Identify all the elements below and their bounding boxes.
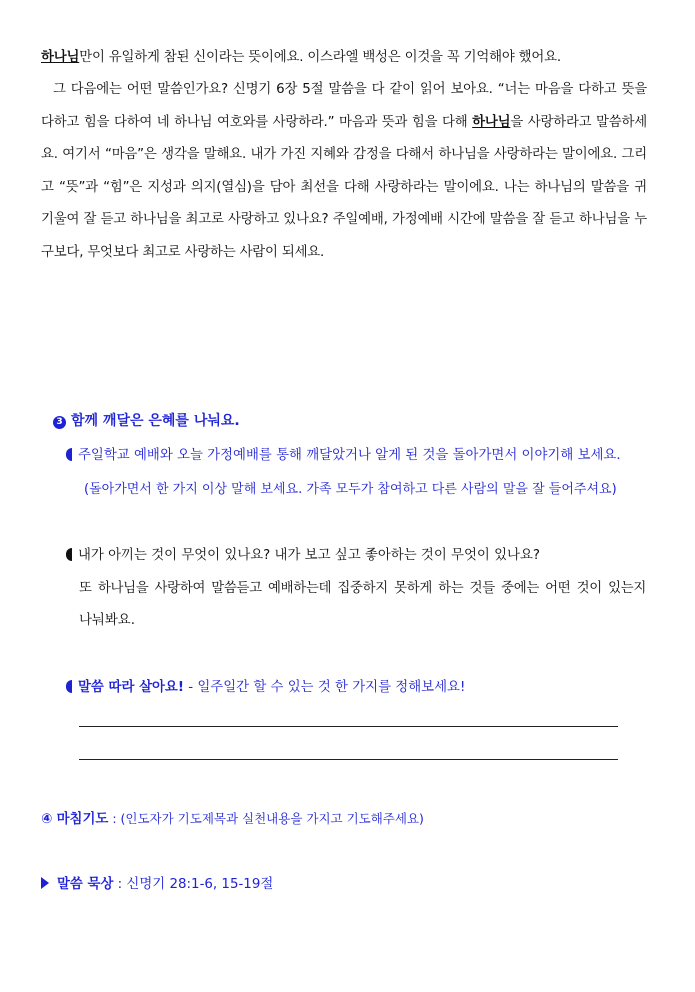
meditation-title: 말씀 묵상 bbox=[57, 877, 114, 892]
section3-heading bbox=[53, 410, 240, 430]
triangle-right-icon bbox=[41, 877, 49, 889]
share-item-1 bbox=[66, 444, 621, 463]
share-item-2-line3: 나눠봐요. bbox=[79, 613, 135, 628]
answer-line-1[interactable] bbox=[79, 726, 618, 727]
share-item-3-title: 말씀 따라 살아요! bbox=[78, 680, 184, 695]
answer-line-2[interactable] bbox=[79, 759, 618, 760]
half-circle-bullet-icon bbox=[66, 448, 72, 461]
share-item-2 bbox=[66, 544, 540, 563]
section4-text: : (인도자가 기도제목과 실천내용을 가지고 기도해주세요) bbox=[108, 811, 424, 826]
intro-para-b: 을 사랑하라고 말씀하세요. 여기서 “마음”은 생각을 말해요. 내가 가진 지혜와 감정을 다해서 하나님을 사랑하라는 말이에요. 그리고 “뜻”과 “힘”은 지성과 의지(열심)을 담아 최선을 다해 사랑하라는 말이에요. 나는 하나님의 말씀을 귀 기울여 잘 듣고 하나님을 최고로 사랑하고 있나요? 주일예배, 가정예배 시간에 말씀을 잘 듣고 하나님을 누구보다, 무엇보다 최고로 사랑하는 사람이 되세요. bbox=[41, 114, 647, 260]
share-item-2-line1: 내가 아끼는 것이 무엇이 있나요? 내가 보고 싶고 좋아하는 것이 무엇이 있나요? bbox=[78, 548, 541, 563]
intro-line1-text: 만이 유일하게 참된 신이라는 뜻이에요. 이스라엘 백성은 이것을 꼭 기억해야 했어요. bbox=[79, 50, 561, 65]
section4-heading bbox=[41, 808, 424, 827]
meditation-heading bbox=[41, 873, 273, 892]
intro-line1 bbox=[41, 42, 647, 75]
half-circle-bullet-icon bbox=[66, 548, 72, 561]
share-item-1-text: 주일학교 예배와 오늘 가정예배를 통해 깨달았거나 알게 된 것을 돌아가면서 이야기해 보세요. bbox=[78, 448, 621, 463]
keyword-god: 하나님 bbox=[41, 50, 80, 65]
half-circle-bullet-icon bbox=[66, 680, 72, 693]
share-item-1-note: (돌아가면서 한 가지 이상 말해 보세요. 가족 모두가 참여하고 다른 사람의 말을 잘 들어주셔요) bbox=[84, 482, 617, 497]
meditation-text: : 신명기 28:1-6, 15-19절 bbox=[113, 877, 274, 892]
section3-number-icon: 3 bbox=[53, 416, 66, 429]
share-item-3-text: - 일주일간 할 수 있는 것 한 가지를 정해보세요! bbox=[183, 680, 466, 695]
share-item-2-line2: 또 하나님을 사랑하여 말씀듣고 예배하는데 집중하지 못하게 하는 것들 중에는 어떤 것이 있는지 bbox=[79, 581, 646, 596]
keyword-god-2: 하나님 bbox=[472, 114, 511, 130]
section4-title: 마침기도 bbox=[56, 812, 109, 827]
section3-title: 함께 깨달은 은혜를 나눠요. bbox=[71, 413, 240, 429]
section4-number: ④ bbox=[41, 812, 53, 827]
intro-paragraph bbox=[41, 74, 647, 269]
share-item-3 bbox=[66, 676, 465, 695]
intro-para-a: 그 다음에는 어떤 말씀인가요? 신명기 6장 5절 말씀을 다 같이 읽어 보아요. “너는 마음을 다하고 뜻을 다하고 힘을 다하여 네 하나님 여호와를 사랑하라.” 마음과 뜻과 힘을 다해 bbox=[41, 82, 647, 130]
